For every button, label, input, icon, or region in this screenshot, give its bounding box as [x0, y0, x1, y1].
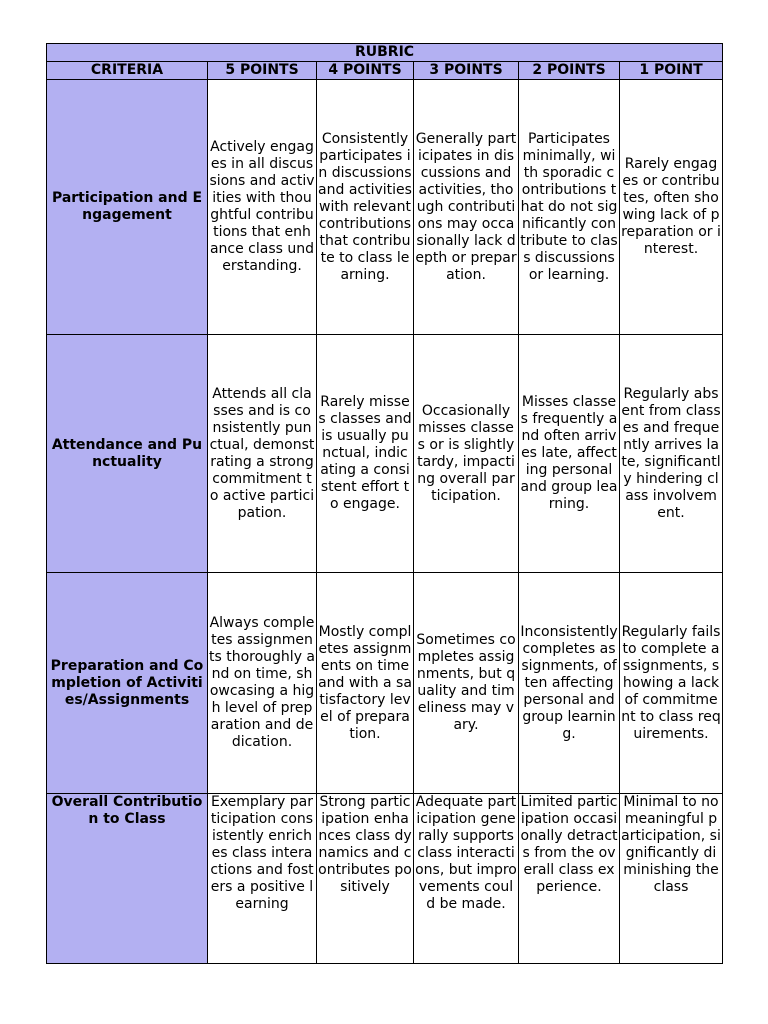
rubric-row-participation — [47, 80, 723, 335]
header-row — [47, 62, 723, 80]
score-cell-4: Consistently participates in discussions and activities with relevant contributions that contribute to class learning. — [317, 80, 414, 335]
header-1-point: 1 POINT — [620, 62, 723, 80]
score-cell-3: Adequate participation generally supports class interactions, but improvements could be made. — [414, 794, 519, 964]
criteria-cell: Participation and Engagement — [47, 80, 208, 335]
score-cell-1: Rarely engages or contributes, often showing lack of preparation or interest. — [620, 80, 723, 335]
criteria-cell: Attendance and Punctuality — [47, 335, 208, 573]
score-cell-3: Generally participates in discussions and activities, though contributions may occasionally lack depth or preparation. — [414, 80, 519, 335]
rubric-row-overall-contribution — [47, 794, 723, 964]
score-cell-4: Rarely misses classes and is usually punctual, indicating a consistent effort to engage. — [317, 335, 414, 573]
score-cell-2: Limited participation occasionally detracts from the overall class experience. — [519, 794, 620, 964]
rubric-row-attendance — [47, 335, 723, 573]
score-cell-4: Strong participation enhances class dynamics and contributes positively — [317, 794, 414, 964]
criteria-cell: Preparation and Completion of Activities/Assignments — [47, 573, 208, 794]
score-cell-5: Always completes assignments thoroughly and on time, showcasing a high level of preparation and dedication. — [208, 573, 317, 794]
header-3-points: 3 POINTS — [414, 62, 519, 80]
rubric-title: RUBRIC — [47, 44, 723, 62]
score-cell-3: Sometimes completes assignments, but quality and timeliness may vary. — [414, 573, 519, 794]
rubric-table — [46, 43, 723, 964]
score-cell-2: Inconsistently completes assignments, often affecting personal and group learning. — [519, 573, 620, 794]
score-cell-5: Exemplary participation consistently enriches class interactions and fosters a positive learning — [208, 794, 317, 964]
score-cell-4: Mostly completes assignments on time and with a satisfactory level of preparation. — [317, 573, 414, 794]
criteria-cell: Overall Contribution to Class — [47, 794, 208, 964]
score-cell-2: Participates minimally, with sporadic contributions that do not significantly contribute to class discussions or learning. — [519, 80, 620, 335]
rubric-row-preparation — [47, 573, 723, 794]
score-cell-1: Regularly absent from classes and frequently arrives late, significantly hindering class involvement. — [620, 335, 723, 573]
header-5-points: 5 POINTS — [208, 62, 317, 80]
score-cell-5: Actively engages in all discussions and activities with thoughtful contributions that enhance class understanding. — [208, 80, 317, 335]
score-cell-3: Occasionally misses classes or is slightly tardy, impacting overall participation. — [414, 335, 519, 573]
score-cell-1: Minimal to no meaningful participation, significantly diminishing the class — [620, 794, 723, 964]
rubric-title-row — [47, 44, 723, 62]
header-2-points: 2 POINTS — [519, 62, 620, 80]
header-criteria: CRITERIA — [47, 62, 208, 80]
score-cell-2: Misses classes frequently and often arrives late, affecting personal and group learning. — [519, 335, 620, 573]
header-4-points: 4 POINTS — [317, 62, 414, 80]
score-cell-1: Regularly fails to complete assignments, showing a lack of commitment to class requirements. — [620, 573, 723, 794]
score-cell-5: Attends all classes and is consistently punctual, demonstrating a strong commitment to active participation. — [208, 335, 317, 573]
